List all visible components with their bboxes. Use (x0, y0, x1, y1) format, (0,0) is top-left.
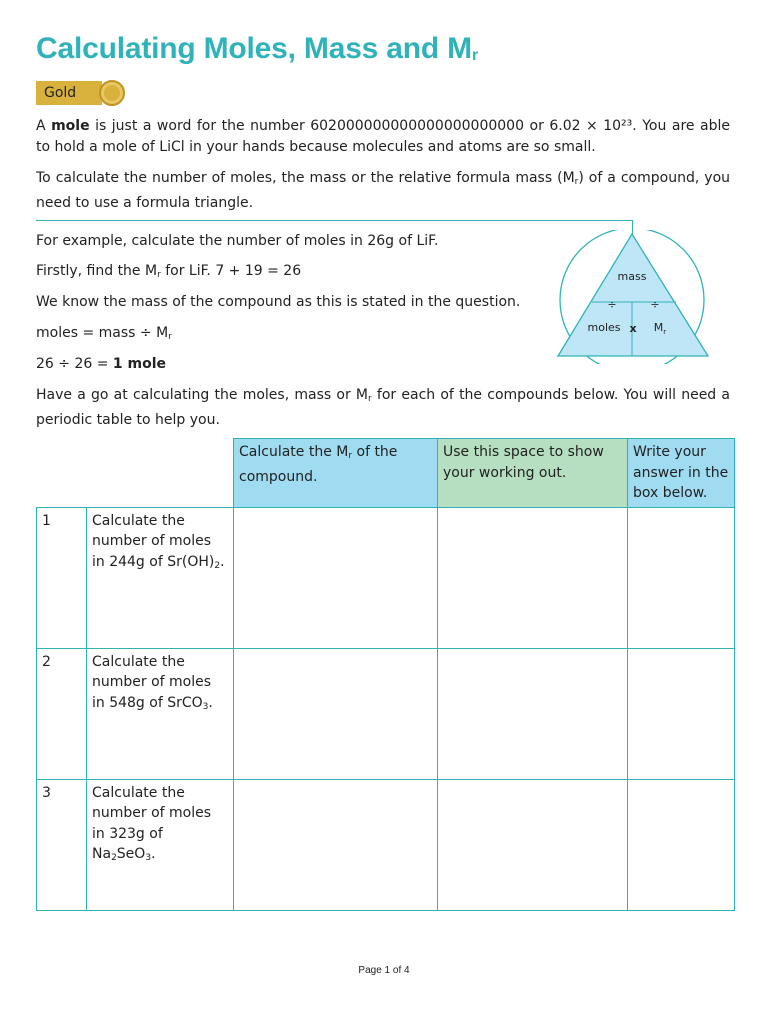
working-cell[interactable] (438, 648, 628, 779)
mr-answer-cell[interactable] (234, 507, 438, 648)
formula-triangle-diagram (556, 230, 716, 364)
answer-cell[interactable] (628, 507, 735, 648)
example-line-question: For example, calculate the number of moles in 26g of LiF. (36, 233, 439, 249)
question-number: 1 (37, 507, 87, 648)
gold-coin-icon (99, 80, 125, 106)
example-line-formula: moles = mass ÷ $M_r$ (36, 325, 172, 342)
mr-answer-cell[interactable] (234, 648, 438, 779)
table-row (37, 779, 735, 910)
instruction-paragraph: Have a go at calculating the moles, mass or $M_r$ for each of the compounds below. You will need a periodic table to help you. (36, 387, 730, 428)
level-badge (36, 81, 125, 105)
header-working-out: Use this space to show your working out. (438, 439, 628, 508)
mr-answer-cell[interactable] (234, 779, 438, 910)
page-title: Calculating Moles, Mass and $M_r$ (36, 32, 478, 65)
question-number: 2 (37, 648, 87, 779)
example-line-answer: 26 ÷ 26 = 1 mole (36, 356, 167, 372)
working-cell[interactable] (438, 779, 628, 910)
table-header-empty (37, 439, 234, 508)
triangle-divide-right: ÷ (650, 298, 660, 311)
working-cell[interactable] (438, 507, 628, 648)
question-number: 3 (37, 779, 87, 910)
intro-paragraph-mole: A mole is just a word for the number 602000000000000000000000 or 6.02 × 10²³. You are able to hold a mole of LiCl in your hands because molecules and atoms are so small. (36, 118, 730, 155)
answer-cell[interactable] (628, 648, 735, 779)
triangle-divide-left: ÷ (607, 298, 617, 311)
triangle-moles-label: moles (587, 321, 621, 334)
triangle-mass-label: mass (617, 270, 647, 283)
page-footer: Page 1 of 4 (358, 965, 410, 976)
worksheet-table (36, 438, 735, 911)
example-divider (36, 220, 633, 221)
table-header-row (37, 439, 735, 508)
table-row (37, 507, 735, 648)
question-text: Calculate the number of moles in 323g of $Na_2SeO_3$. (87, 779, 234, 910)
header-calculate-mr: Calculate the $M_r$ of the compound. (234, 439, 438, 508)
example-line-mr: Firstly, find the $M_r$ for LiF. 7 + 19 = 26 (36, 263, 302, 280)
triangle-mr-label: $M_r$ (653, 321, 667, 336)
answer-cell[interactable] (628, 779, 735, 910)
level-badge-label: Gold (36, 81, 102, 105)
header-answer: Write your answer in the box below. (628, 439, 735, 508)
table-row (37, 648, 735, 779)
intro-paragraph-formula-triangle: To calculate the number of moles, the mass or the relative formula mass $(M_r)$ of a compound, you need to use a formula triangle. (36, 170, 731, 211)
triangle-times-sign: x (629, 322, 637, 335)
example-line-mass: We know the mass of the compound as this is stated in the question. (36, 294, 521, 310)
question-text: Calculate the number of moles in 548g of SrCO$_3$. (87, 648, 234, 779)
question-text: Calculate the number of moles in 244g of $Sr(OH)_2$. (87, 507, 234, 648)
